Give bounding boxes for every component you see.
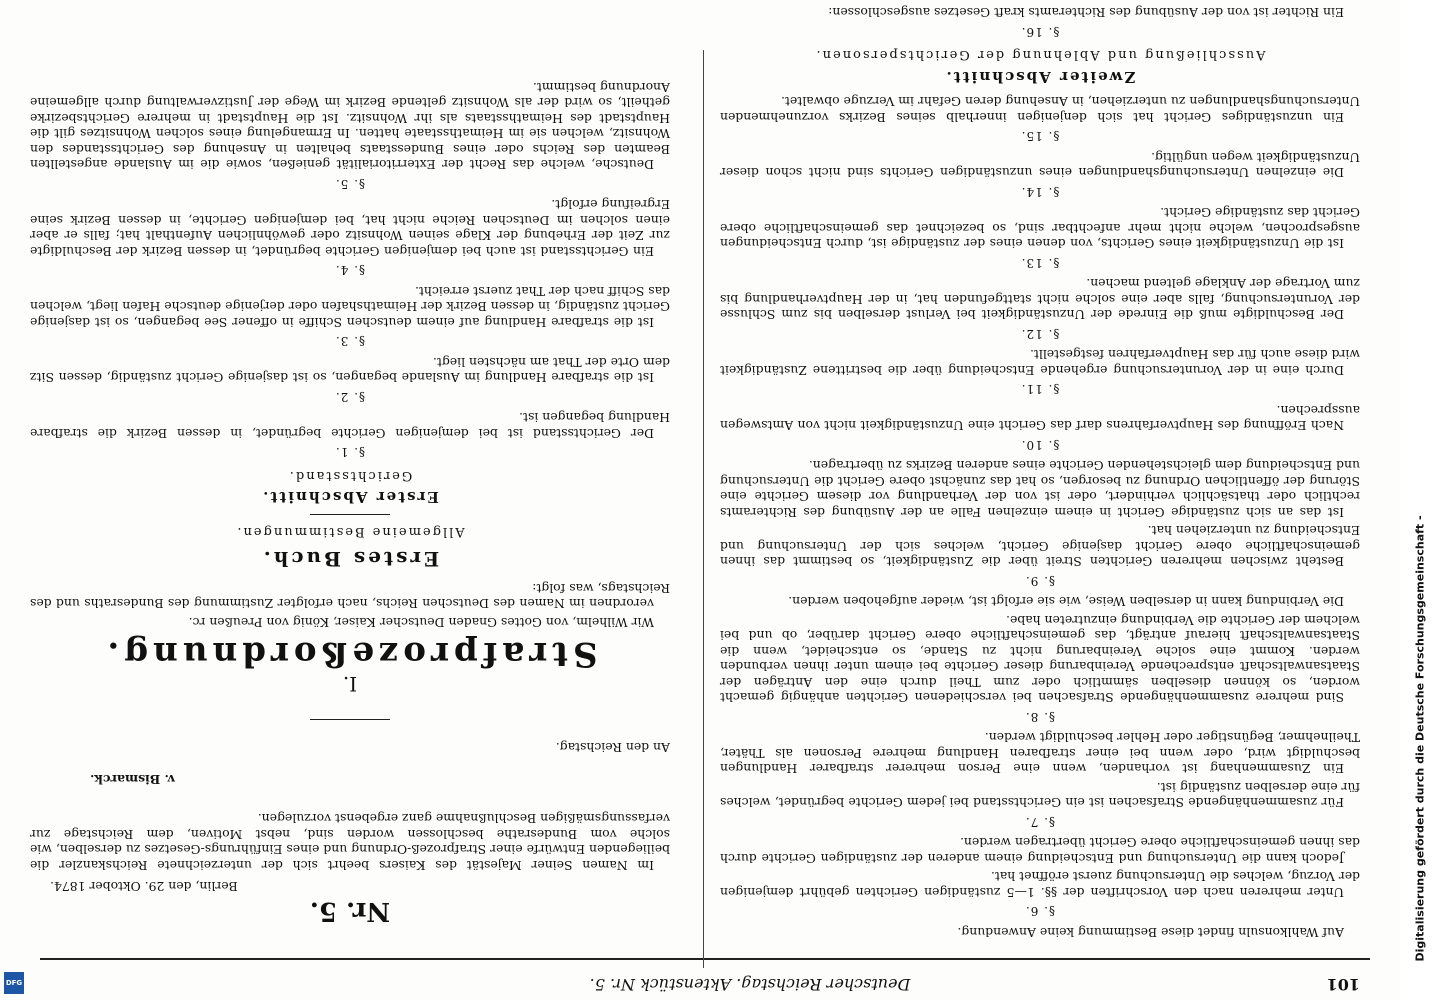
paragraph: Ist das an sich zuständige Gericht in einem einzelnen Falle an der Ausübung des Richteramts rechtlich oder thatsächlich verhindert, oder ist von der Verhandlung vor diesem Gerichte eine Störung der öffentlichen Ordnung zu besorgen, so hat das zunächst obere Gericht die Untersuchung und Entscheidung dem gleichstehenden Gerichte eines anderen Bezirks zu übertragen.	[720, 458, 1360, 520]
paragraph: Auf Wahlkonsuln findet diese Bestimmung keine Anwendung.	[957, 925, 1344, 940]
paragraph: Unter mehreren nach den Vorschriften der §§. 1—5 zuständigen Gerichten gebührt demjenigen der Vorzug, welches die Untersuchung zuerst eröffnet hat.	[720, 869, 1360, 900]
section-mark: §. 4.	[334, 263, 366, 278]
section-mark: §. 11.	[1020, 382, 1060, 397]
paragraph: Sind mehrere zusammenhängende Strafsachen bei verschiedenen Gerichten anhängig gemacht worden, so können dieselben sämmtlich oder zum Theil durch eine den Anträgen der Staatsanwaltschaft entsprechende Vereinbarung dieser Gerichte bei einem unter ihnen verbunden werden. Kommt eine solche Vereinbarung nicht zu Stande, so entscheidet, wenn die Staatsanwaltschaft hierauf anträgt, das gemeinschaftliche obere Gericht darüber, ob und bei welchem der Gerichte die Verbindung einzutreten habe.	[720, 613, 1360, 706]
paragraph: Ein Gerichtsstand ist auch bei demjenigen Gerichte begründet, in dessen Bezirk der Beschuldigte zur Zeit der Erhebung der Klage seinen Wohnsitz oder gewöhnlichen Aufenthalt hat; falls er aber einen solchen im Deutschen Reiche nicht hat, bei demjenigen Gerichte, in dessen Bezirk seine Ergreifung erfolgt.	[30, 197, 670, 259]
main-paragraphs	[30, 80, 670, 460]
paragraph: Durch eine in der Voruntersuchung ergehende Entscheidung über die bestrittene Zuständigkeit wird diese auch für das Hauptverfahren festgestellt.	[720, 347, 1360, 378]
intro-paragraph: Im Namen Seiner Majestät des Kaisers beehrt sich der unterzeichnete Reichskanzler die beiliegenden Entwürfe einer Strafprozeß-Ordnung und eines Einführungs-Gesetzes zu derselben, wie solche vom Bundesrathe beschlossen worden sind, nebst Motiven, dem Reichstage zur verfassungsmäßigen Beschlußnahme ganz ergebenst vorzulegen.	[30, 811, 670, 873]
preamble-2: verordnen im Namen des Deutschen Reichs, nach erfolgter Zustimmung des Bundesraths und des Reichstags, was folgt:	[30, 581, 670, 612]
section-subtitle: Gerichtsstand.	[287, 468, 413, 483]
digitization-text: Digitalisierung gefördert durch die Deutsche Forschungsgemeinschaft -	[1413, 515, 1427, 962]
paragraph: Ein Zusammenhang ist vorhanden, wenn eine Person mehrerer strafbarer Handlungen beschuldigt wird, oder wenn bei einer strafbaren Handlung mehrere Personen als Thäter, Theilnehmer, Begünstiger oder Hehler beschuldigt werden.	[720, 730, 1360, 777]
continuation-paragraphs	[720, 94, 1360, 940]
book-subtitle: Allgemeine Bestimmungen.	[235, 524, 465, 539]
paragraph: Nach Eröffnung des Hauptverfahrens darf das Gericht eine Unzuständigkeit nicht von Amtswegen aussprechen.	[720, 403, 1360, 434]
section-mark: §. 1.	[334, 445, 366, 460]
paragraph: Für zusammenhängende Strafsachen ist ein Gerichtsstand bei jedem Gerichte begründet, welches für eine derselben zuständig ist.	[720, 780, 1360, 811]
section-mark: §. 14.	[1020, 185, 1060, 199]
section-mark: §. 13.	[1020, 256, 1060, 270]
section-subheading-2: Ausschließung und Ablehnung der Gerichtspersonen.	[814, 47, 1266, 63]
running-title: Deutscher Reichstag. Aktenstück Nr. 5.	[589, 975, 911, 994]
section-mark: §. 10.	[1020, 438, 1060, 452]
divider	[310, 515, 390, 516]
section-mark: §. 8.	[1024, 710, 1056, 724]
paragraph: Der Gerichtsstand ist bei demjenigen Gerichte begründet, in dessen Bezirk die strafbare Handlung begangen ist.	[30, 410, 670, 441]
roman-numeral: I.	[342, 672, 358, 696]
section-mark: §. 15.	[1020, 129, 1060, 144]
paragraph: Der Beschuldigte muß die Einrede der Unzuständigkeit bei Verlust derselben bis zum Schlusse der Voruntersuchung, falls aber eine solche nicht stattgefunden hat, in der Hauptverhandlung bis zum Vortrage der Anklage geltend machen.	[720, 276, 1360, 323]
signature: v. Bismarck.	[90, 772, 175, 787]
section-mark: §. 3.	[334, 334, 366, 349]
date-line: Berlin, den 29. Oktober 1874.	[50, 879, 238, 895]
header-rule	[40, 958, 1370, 960]
column-main	[30, 77, 670, 941]
section-heading-2: Zweiter Abschnitt.	[944, 68, 1136, 86]
paragraph: Ist die strafbare Handlung im Auslande begangen, so ist dasjenige Gericht zuständig, dessen Sitz dem Orte der That am nächsten liegt.	[30, 355, 670, 386]
paragraph: Ist die Unzuständigkeit eines Gerichts, von denen eines der zuständige ist, durch Entscheidungen ausgesprochen, welche nicht mehr anfechtbar sind, so bezeichnet das gemeinschaftliche obere Gericht das zuständige Gericht.	[720, 205, 1360, 252]
section-title: Erster Abschnitt.	[261, 488, 439, 507]
paragraph: Ein Richter ist von der Ausübung des Richteramts kraft Gesetzes ausgeschlossen:	[828, 5, 1344, 21]
paragraph: Jedoch kann die Untersuchung und Entscheidung einem anderen der zuständigen Gerichte durch das ihnen gemeinschaftliche obere Gericht übertragen werden.	[720, 835, 1360, 866]
section-mark: §. 5.	[334, 177, 366, 191]
main-title: Strafprozeßordnung.	[102, 634, 598, 675]
addressee: An den Reichstag.	[555, 740, 670, 756]
section-mark: §. 6.	[1024, 904, 1056, 919]
paragraph: Deutsche, welche das Recht der Exterritorialität genießen, sowie die im Auslande angestellten Beamten des Reichs oder eines Bundesstaats behalten in Ansehung des Gerichtsstandes den Wohnsitz, welchen sie im Heimathsstaate hatten. In Ermangelung eines solchen Wohnsitzes gilt die Hauptstadt des Heimathsstaats als ihr Wohnsitz. Ist die Hauptstadt in mehrere Gerichtsbezirke getheilt, so wird der als Wohnsitz geltende Bezirk im Wege der Justizverwaltung durch allgemeine Anordnung bestimmt.	[30, 80, 670, 173]
paragraph: Die Verbindung kann in derselben Weise, wie sie erfolgt ist, wieder aufgehoben werden.	[788, 594, 1344, 610]
column-continuation	[720, 2, 1360, 940]
dfg-logo: DFG	[4, 972, 24, 994]
section-mark: §. 7.	[1024, 815, 1056, 829]
paragraph: Ein unzuständiges Gericht hat sich denjenigen innerhalb seines Bezirks vorzunehmenden Untersuchungshandlungen zu unterziehen, in Ansehung deren Gefahr im Verzuge obwaltet.	[720, 94, 1360, 125]
section-mark: §. 2.	[334, 390, 366, 404]
section-mark: §. 9.	[1024, 574, 1056, 588]
page-header	[0, 940, 1400, 1000]
page-number: 101	[1326, 975, 1360, 994]
section-mark: §. 16.	[1020, 25, 1060, 39]
preamble-1: Wir Wilhelm, von Gottes Gnaden Deutscher Kaiser, König von Preußen rc.	[188, 615, 654, 630]
book-title: Erstes Buch.	[260, 547, 440, 572]
paragraph: Ist die strafbare Handlung auf einem deutschen Schiffe in offener See begangen, so ist dasjenige Gericht zuständig, in dessen Bezirk der Heimathshafen oder derjenige deutsche Hafen liegt, welchen das Schiff nach der That zuerst erreicht.	[30, 284, 670, 330]
paragraph: Die einzelnen Untersuchungshandlungen eines unzuständigen Gerichts sind nicht schon dieser Unzuständigkeit wegen ungültig.	[720, 150, 1360, 181]
document-number: Nr. 5.	[309, 896, 391, 926]
paragraph: Besteht zwischen mehreren Gerichten Streit über die Zuständigkeit, so bestimmt das ihnen gemeinschaftliche obere Gericht dasjenige Gericht, welches sich der Untersuchung und Entscheidung zu unterziehen hat.	[720, 523, 1360, 570]
divider	[310, 719, 390, 720]
section-mark: §. 12.	[1020, 327, 1060, 341]
digitization-note	[1405, 0, 1432, 1000]
column-divider	[703, 50, 704, 968]
